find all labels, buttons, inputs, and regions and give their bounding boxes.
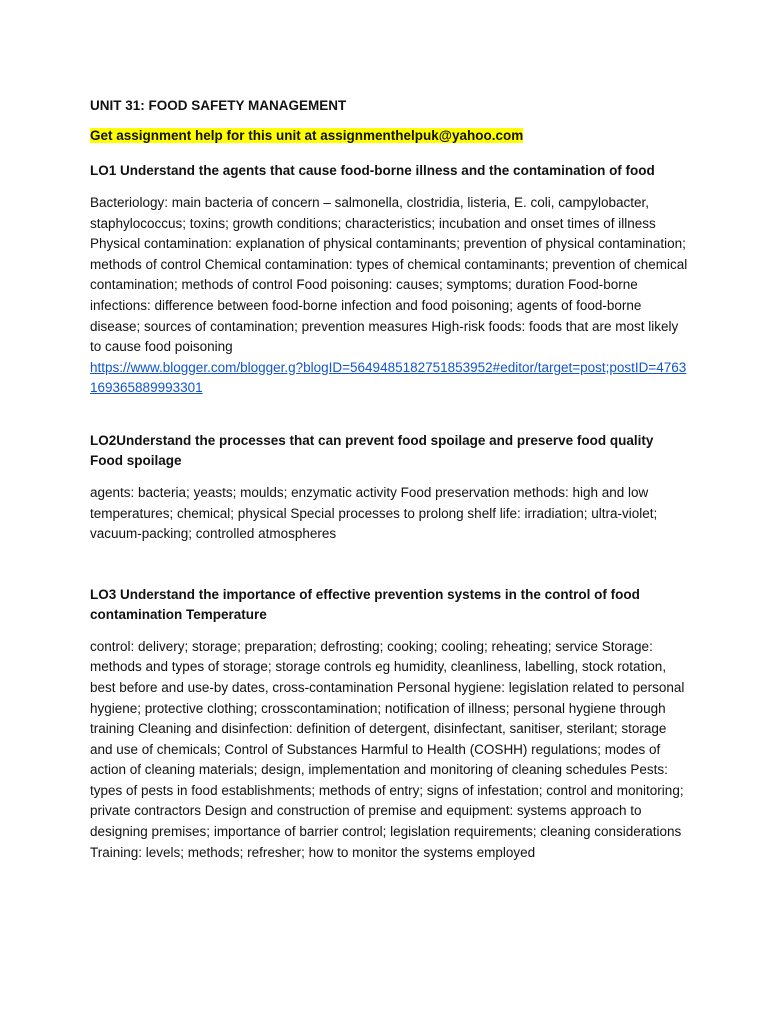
lo2-subheading: Food spoilage	[90, 452, 182, 468]
lo1-heading: LO1 Understand the agents that cause food-borne illness and the contamination of food	[90, 163, 655, 178]
lo2-body: agents: bacteria; yeasts; moulds; enzymatic activity Food preservation methods: high and low temperatures; chemical; physical Special processes to prolong shelf life: irradiation; ultra-violet; vacuum-packing; controlled atmospheres	[90, 484, 658, 542]
promo-highlight-text: Get assignment help for this unit at assignmenthelpuk@yahoo.com	[90, 128, 524, 143]
lo3-subheading: contamination Temperature	[90, 606, 267, 622]
lo3-heading-block	[90, 585, 690, 625]
lo1-blogger-link[interactable]: https://www.blogger.com/blogger.g?blogID=5649485182751853952#editor/target=post;postID=4763169365889993301	[90, 359, 687, 396]
document-title: UNIT 31: FOOD SAFETY MANAGEMENT	[90, 98, 347, 113]
promo-line	[90, 126, 690, 146]
document-page	[90, 96, 690, 863]
lo1-body: Bacteriology: main bacteria of concern – salmonella, clostridia, listeria, E. coli, campylobacter, staphylococcus; toxins; growth conditions; characteristics; incubation and onset times of illness Physical contamination: explanation of physical contaminants; prevention of physical contamination; methods of control Chemical contamination: types of chemical contaminants; prevention of chemical contamination; methods of control Food poisoning: causes; symptoms; duration Food-borne infections: difference between food-borne infection and food poisoning; agents of food-borne disease; sources of contamination; prevention measures High-risk foods: foods that are most likely to cause food poisoning	[90, 195, 688, 355]
lo2-heading: LO2Understand the processes that can prevent food spoilage and preserve food quality	[90, 432, 654, 448]
section-spacer	[90, 545, 690, 585]
lo2-heading-block	[90, 431, 690, 471]
lo3-heading: LO3 Understand the importance of effective prevention systems in the control of food	[90, 586, 640, 602]
lo3-body: control: delivery; storage; preparation; defrosting; cooking; cooling; reheating; service Storage: methods and types of storage; storage controls eg humidity, cleanliness, labelling, stock rotation, best before and use-by dates, cross-contamination Personal hygiene: legislation related to personal hygiene; protective clothing; crosscontamination; notification of illness; personal hygiene through training Cleaning and disinfection: definition of detergent, disinfectant, sanitiser, sterilant; storage and use of chemicals; Control of Substances Harmful to Health (COSHH) regulations; modes of action of cleaning materials; design, implementation and monitoring of cleaning schedules Pests: types of pests in food establishments; methods of entry; signs of infestation; control and monitoring; private contractors Design and construction of premise and equipment: systems approach to designing premises; importance of barrier control; legislation requirements; cleaning considerations Training: levels; methods; refresher; how to monitor the systems employed	[90, 638, 685, 860]
section-spacer	[90, 399, 690, 431]
